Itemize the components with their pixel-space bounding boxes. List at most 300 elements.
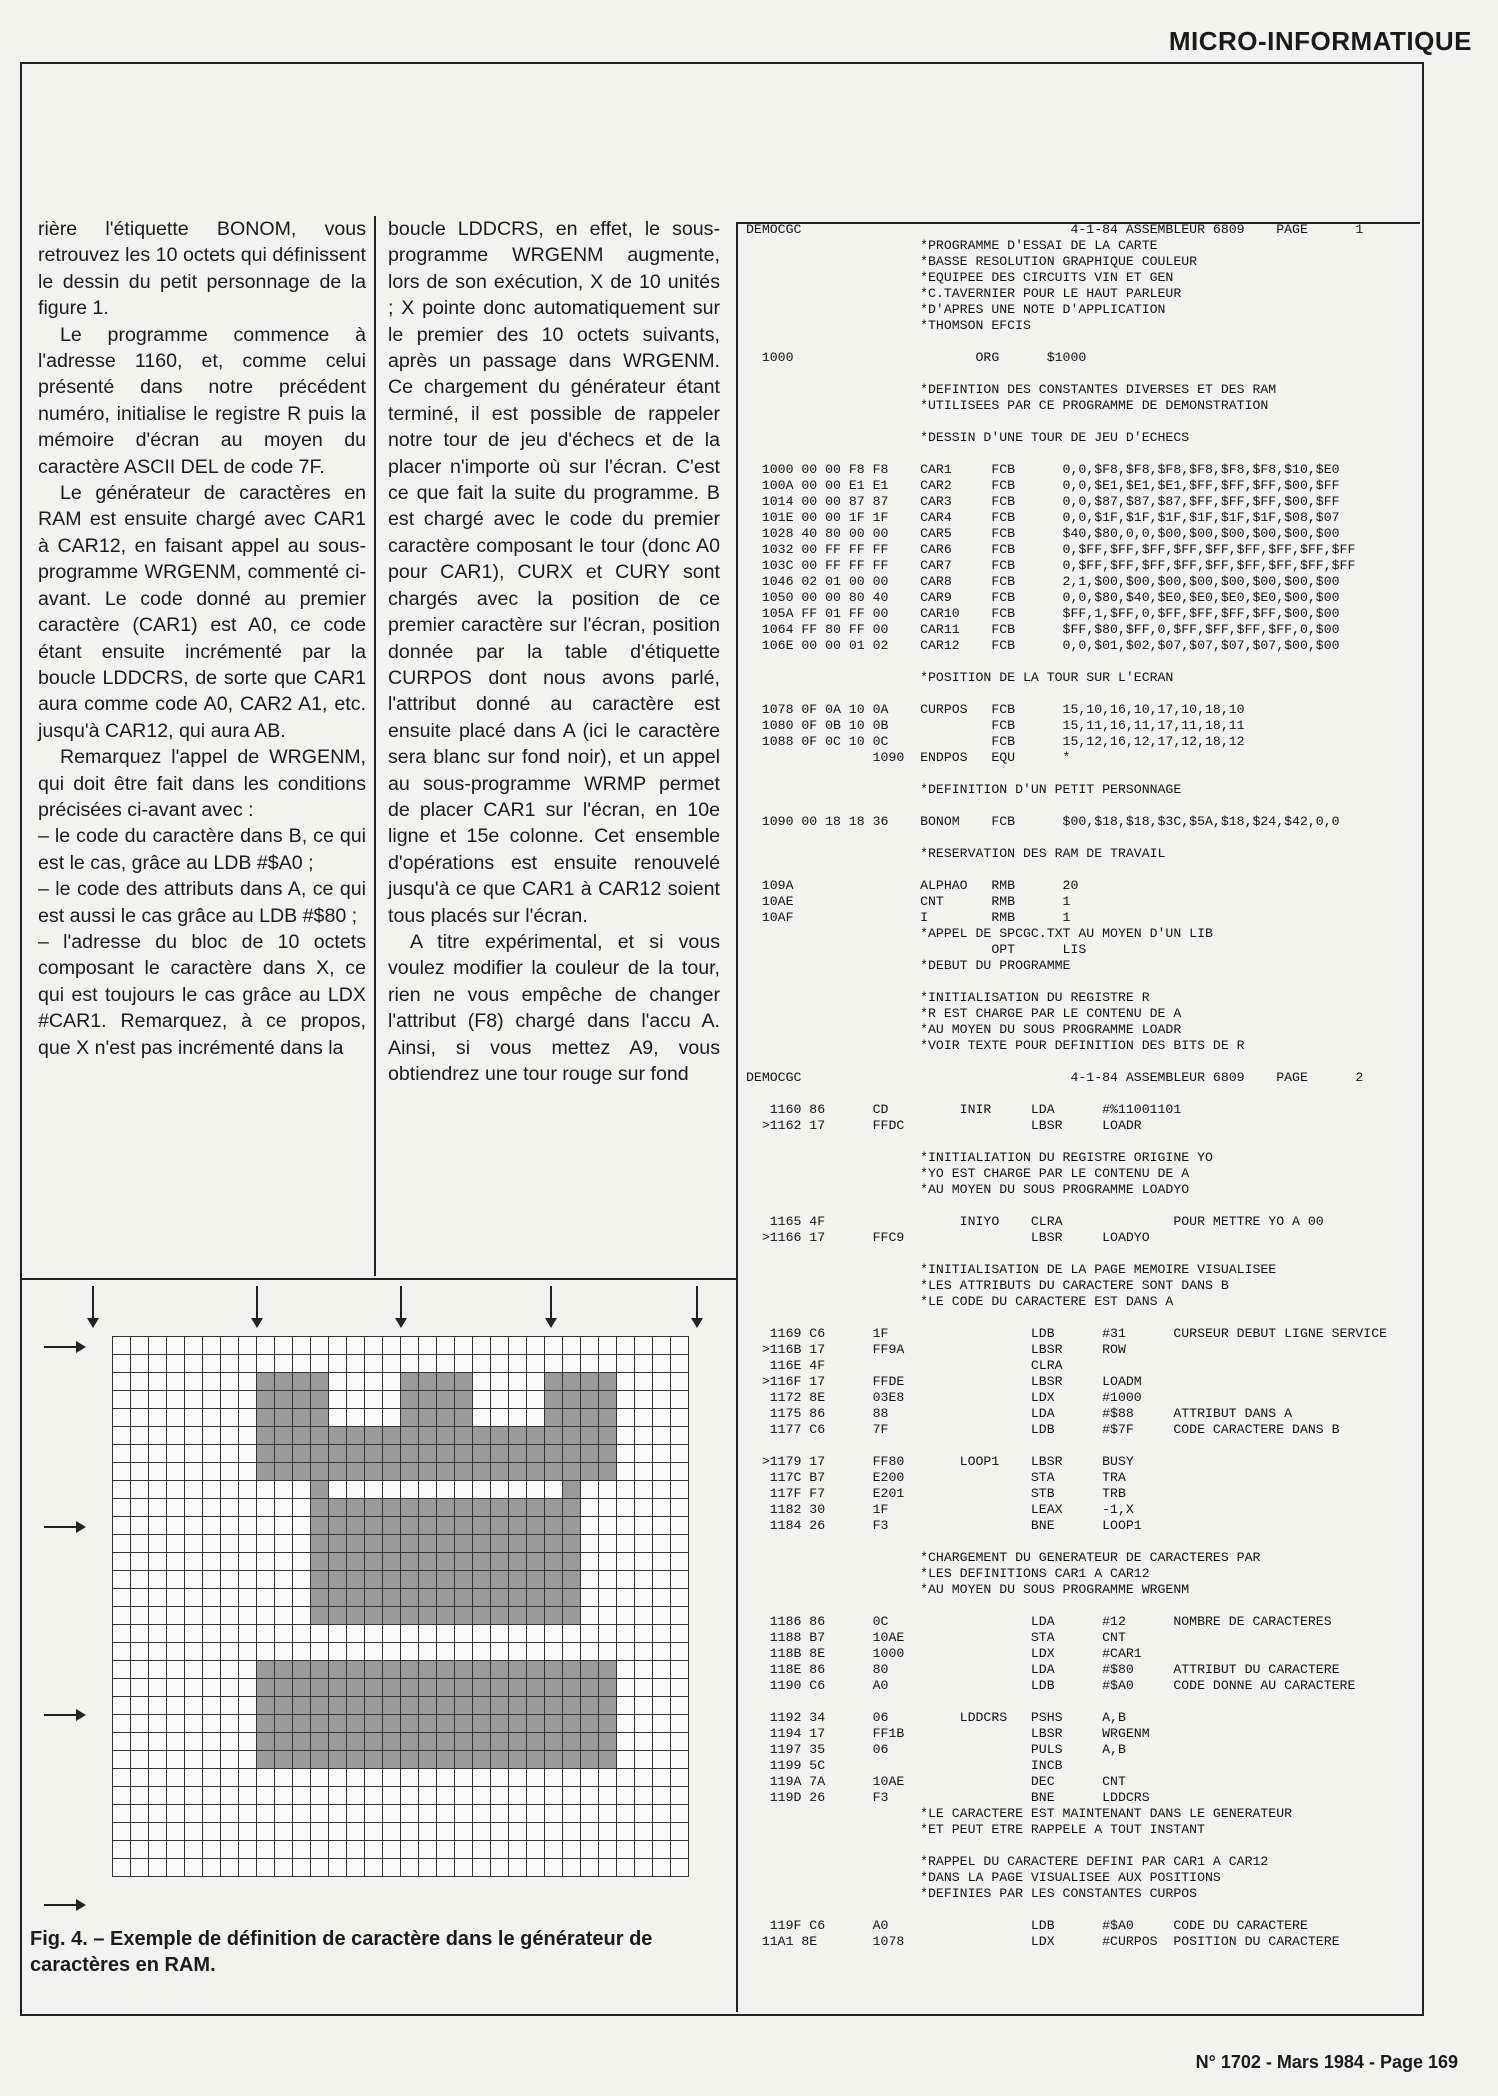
grid-cell-filled [436, 1660, 455, 1679]
grid-cell-filled [562, 1552, 581, 1571]
grid-cell [652, 1516, 671, 1535]
grid-cell-filled [256, 1660, 275, 1679]
grid-cell [634, 1678, 653, 1697]
grid-cell-filled [310, 1714, 329, 1733]
grid-cell [598, 1354, 617, 1373]
grid-cell-filled [274, 1696, 293, 1715]
grid-cell [166, 1840, 185, 1859]
grid-cell [670, 1642, 689, 1661]
grid-cell [112, 1624, 131, 1643]
grid-cell [652, 1354, 671, 1373]
grid-cell [580, 1552, 599, 1571]
grid-cell [238, 1552, 257, 1571]
grid-cell-filled [454, 1498, 473, 1517]
grid-cell-filled [382, 1516, 401, 1535]
grid-cell [256, 1588, 275, 1607]
grid-cell [166, 1714, 185, 1733]
grid-cell [526, 1768, 545, 1787]
grid-cell [364, 1858, 383, 1877]
grid-cell-filled [454, 1696, 473, 1715]
grid-cell-filled [364, 1750, 383, 1769]
listing-line: 1014 00 00 87 87 CAR3 FCB 0,0,$87,$87,$87,$FF,$FF,$FF,$00,$FF [746, 494, 1340, 509]
grid-cell [166, 1480, 185, 1499]
grid-cell [562, 1354, 581, 1373]
grid-cell-filled [580, 1660, 599, 1679]
grid-cell [454, 1624, 473, 1643]
listing-line: 1172 8E 03E8 LDX #1000 [746, 1390, 1142, 1405]
arrow-down-icon [92, 1286, 94, 1326]
grid-cell [418, 1768, 437, 1787]
grid-cell [544, 1480, 563, 1499]
grid-cell-filled [274, 1462, 293, 1481]
grid-cell-filled [364, 1714, 383, 1733]
grid-cell [184, 1840, 203, 1859]
grid-cell [166, 1588, 185, 1607]
grid-cell [112, 1516, 131, 1535]
grid-cell [616, 1570, 635, 1589]
grid-cell [256, 1516, 275, 1535]
grid-cell [112, 1570, 131, 1589]
page-footer: N° 1702 - Mars 1984 - Page 169 [1195, 2052, 1458, 2072]
grid-cell-filled [400, 1516, 419, 1535]
grid-cell [148, 1552, 167, 1571]
grid-cell-filled [598, 1390, 617, 1409]
grid-cell [256, 1768, 275, 1787]
grid-cell [652, 1786, 671, 1805]
grid-cell-filled [544, 1462, 563, 1481]
grid-cell [670, 1462, 689, 1481]
grid-cell [292, 1822, 311, 1841]
listing-line: >1162 17 FFDC LBSR LOADR [746, 1118, 1142, 1133]
grid-cell-filled [562, 1696, 581, 1715]
grid-cell-filled [382, 1534, 401, 1553]
grid-cell [256, 1534, 275, 1553]
grid-cell [112, 1840, 131, 1859]
grid-cell [634, 1534, 653, 1553]
grid-cell [634, 1444, 653, 1463]
listing-line: *THOMSON EFCIS [746, 318, 1031, 333]
grid-cell [256, 1552, 275, 1571]
grid-cell-filled [454, 1426, 473, 1445]
grid-cell [202, 1570, 221, 1589]
grid-cell-filled [328, 1606, 347, 1625]
grid-cell [166, 1552, 185, 1571]
grid-cell [112, 1498, 131, 1517]
grid-cell [454, 1804, 473, 1823]
grid-cell [490, 1786, 509, 1805]
grid-cell [238, 1624, 257, 1643]
grid-cell [634, 1768, 653, 1787]
grid-cell [112, 1714, 131, 1733]
grid-cell-filled [544, 1390, 563, 1409]
grid-cell [202, 1390, 221, 1409]
grid-cell-filled [490, 1462, 509, 1481]
grid-cell [292, 1858, 311, 1877]
grid-cell [130, 1768, 149, 1787]
grid-cell [148, 1714, 167, 1733]
grid-cell-filled [310, 1678, 329, 1697]
grid-cell-filled [598, 1426, 617, 1445]
paragraph: A titre expérimental, et si vous voulez modifier la couleur de la tour, rien ne vous empêche de changer l'attribut (F8) chargé dans l'accu A. Ainsi, si vous mettez A9, vous obtiendrez une tour rouge sur fond [388, 930, 720, 1085]
grid-cell-filled [382, 1696, 401, 1715]
grid-cell-filled [364, 1606, 383, 1625]
grid-cell-filled [418, 1372, 437, 1391]
grid-cell [508, 1354, 527, 1373]
grid-cell [634, 1516, 653, 1535]
grid-cell [130, 1336, 149, 1355]
grid-cell [256, 1858, 275, 1877]
grid-cell [652, 1822, 671, 1841]
grid-cell [220, 1786, 239, 1805]
grid-cell [400, 1804, 419, 1823]
grid-cell [616, 1624, 635, 1643]
grid-cell [508, 1858, 527, 1877]
grid-cell-filled [562, 1660, 581, 1679]
grid-cell-filled [562, 1390, 581, 1409]
listing-line: 106E 00 00 01 02 CAR12 FCB 0,0,$01,$02,$07,$07,$07,$07,$00,$00 [746, 638, 1340, 653]
grid-cell [508, 1372, 527, 1391]
grid-cell [472, 1786, 491, 1805]
listing-line: >1179 17 FF80 LOOP1 LBSR BUSY [746, 1454, 1134, 1469]
grid-cell [472, 1822, 491, 1841]
grid-cell [148, 1390, 167, 1409]
grid-cell [382, 1408, 401, 1427]
grid-cell [508, 1624, 527, 1643]
grid-cell [598, 1498, 617, 1517]
grid-cell-filled [364, 1462, 383, 1481]
grid-cell-filled [580, 1444, 599, 1463]
grid-cell-filled [400, 1696, 419, 1715]
grid-cell-filled [328, 1678, 347, 1697]
grid-cell [580, 1534, 599, 1553]
grid-cell-filled [346, 1750, 365, 1769]
grid-cell [238, 1696, 257, 1715]
grid-cell [184, 1732, 203, 1751]
grid-cell-filled [346, 1660, 365, 1679]
grid-cell [616, 1552, 635, 1571]
grid-cell-filled [328, 1588, 347, 1607]
grid-cell [238, 1516, 257, 1535]
grid-cell [598, 1606, 617, 1625]
grid-cell-filled [490, 1570, 509, 1589]
grid-cell [112, 1768, 131, 1787]
grid-cell [364, 1480, 383, 1499]
paragraph: Remarquez l'appel de WRGENM, qui doit être fait dans les conditions précisées ci-avant avec : [38, 746, 366, 821]
grid-cell-filled [544, 1732, 563, 1751]
grid-cell [652, 1552, 671, 1571]
grid-cell-filled [544, 1696, 563, 1715]
grid-cell [634, 1822, 653, 1841]
grid-cell [202, 1696, 221, 1715]
grid-cell [130, 1804, 149, 1823]
listing-line: 1000 00 00 F8 F8 CAR1 FCB 0,0,$F8,$F8,$F8,$F8,$F8,$F8,$10,$E0 [746, 462, 1340, 477]
grid-cell [166, 1336, 185, 1355]
grid-cell-filled [310, 1660, 329, 1679]
grid-cell [130, 1534, 149, 1553]
listing-line: 1078 0F 0A 10 0A CURPOS FCB 15,10,16,10,17,10,18,10 [746, 702, 1245, 717]
grid-cell [616, 1588, 635, 1607]
grid-cell [598, 1516, 617, 1535]
arrow-down-icon [256, 1286, 258, 1326]
grid-cell-filled [544, 1426, 563, 1445]
grid-cell [652, 1588, 671, 1607]
grid-cell [238, 1660, 257, 1679]
grid-cell-filled [346, 1570, 365, 1589]
grid-cell-filled [436, 1732, 455, 1751]
listing-line: 118B 8E 1000 LDX #CAR1 [746, 1646, 1142, 1661]
grid-cell [256, 1570, 275, 1589]
grid-cell-filled [526, 1426, 545, 1445]
grid-cell [202, 1786, 221, 1805]
listing-line: *LES ATTRIBUTS DU CARACTERE SONT DANS B [746, 1278, 1229, 1293]
grid-cell-filled [490, 1660, 509, 1679]
grid-cell [634, 1498, 653, 1517]
grid-cell-filled [256, 1678, 275, 1697]
grid-cell [202, 1714, 221, 1733]
grid-cell-filled [310, 1750, 329, 1769]
grid-cell [148, 1444, 167, 1463]
grid-cell-filled [472, 1606, 491, 1625]
grid-cell [166, 1750, 185, 1769]
grid-cell [166, 1606, 185, 1625]
grid-cell [148, 1822, 167, 1841]
grid-cell-filled [310, 1516, 329, 1535]
grid-cell [670, 1732, 689, 1751]
paragraph: boucle LDDCRS, en effet, le sous-programme WRGENM augmente, lors de son exécution, X de 10 unités ; X pointe donc automatiquement sur le premier des 10 octets suivants, après un passage dans WRGENM. Ce chargement du générateur étant terminé, il est possible de rappeler notre tour de jeu d'échecs et de la placer n'importe où sur l'écran. C'est ce que fait la suite du programme. B est chargé avec le code du premier caractère composant le tour (donc A0 pour CAR1), CURX et CURY sont chargés avec la position de ce premier caractère sur l'écran, position donnée par la table d'étiquette CURPOS dont nous avons parlé, l'attribut donné au caractère est ensuite placé dans A (ici le caractère sera blanc sur fond noir), et un appel au sous-programme WRMP permet de placer CAR1 sur l'écran, en 10e ligne et 15e colonne. Cet ensemble d'opérations est ensuite renouvelé jusqu'à ce que CAR1 à CAR12 soient tous placés sur l'écran. [388, 218, 720, 927]
grid-cell [220, 1750, 239, 1769]
grid-cell [202, 1768, 221, 1787]
grid-cell [130, 1678, 149, 1697]
grid-cell [202, 1498, 221, 1517]
grid-cell [670, 1534, 689, 1553]
grid-cell [238, 1480, 257, 1499]
grid-cell-filled [400, 1588, 419, 1607]
listing-line: 119A 7A 10AE DEC CNT [746, 1774, 1126, 1789]
grid-cell-filled [526, 1552, 545, 1571]
grid-cell [220, 1804, 239, 1823]
grid-cell [310, 1624, 329, 1643]
grid-cell-filled [328, 1660, 347, 1679]
grid-cell [256, 1354, 275, 1373]
grid-cell [346, 1354, 365, 1373]
grid-cell [292, 1768, 311, 1787]
grid-cell [562, 1642, 581, 1661]
grid-cell [652, 1336, 671, 1355]
grid-cell [652, 1480, 671, 1499]
grid-cell-filled [292, 1426, 311, 1445]
grid-cell [454, 1786, 473, 1805]
grid-cell-filled [598, 1660, 617, 1679]
grid-cell-filled [436, 1408, 455, 1427]
grid-cell [634, 1588, 653, 1607]
grid-cell [112, 1750, 131, 1769]
grid-cell [256, 1786, 275, 1805]
listing-line: 109A ALPHAO RMB 20 [746, 878, 1079, 893]
grid-cell [202, 1336, 221, 1355]
grid-cell [256, 1822, 275, 1841]
grid-cell [292, 1516, 311, 1535]
grid-cell [670, 1786, 689, 1805]
grid-cell [616, 1750, 635, 1769]
grid-cell-filled [472, 1732, 491, 1751]
grid-cell [634, 1570, 653, 1589]
arrow-right-icon [44, 1714, 84, 1716]
grid-cell [472, 1642, 491, 1661]
grid-cell [238, 1390, 257, 1409]
grid-cell-filled [292, 1444, 311, 1463]
grid-cell [634, 1372, 653, 1391]
grid-cell [130, 1498, 149, 1517]
grid-cell-filled [526, 1462, 545, 1481]
listing-line: OPT LIS [746, 942, 1087, 957]
grid-cell [382, 1786, 401, 1805]
grid-cell-filled [472, 1660, 491, 1679]
grid-cell [166, 1696, 185, 1715]
grid-cell [652, 1732, 671, 1751]
grid-cell [634, 1606, 653, 1625]
grid-cell [292, 1804, 311, 1823]
grid-cell-filled [598, 1462, 617, 1481]
grid-cell [148, 1372, 167, 1391]
grid-cell [310, 1642, 329, 1661]
listing-line: 119F C6 A0 LDB #$A0 CODE DU CARACTERE [746, 1918, 1308, 1933]
grid-cell [670, 1570, 689, 1589]
grid-cell [436, 1768, 455, 1787]
grid-cell [112, 1444, 131, 1463]
grid-cell [652, 1462, 671, 1481]
grid-cell [670, 1660, 689, 1679]
grid-cell [184, 1444, 203, 1463]
grid-cell-filled [544, 1444, 563, 1463]
grid-cell [238, 1498, 257, 1517]
grid-cell [598, 1642, 617, 1661]
grid-cell [130, 1552, 149, 1571]
grid-cell-filled [274, 1372, 293, 1391]
grid-cell-filled [454, 1678, 473, 1697]
grid-cell [616, 1858, 635, 1877]
grid-cell [634, 1840, 653, 1859]
grid-cell-filled [400, 1678, 419, 1697]
grid-cell [346, 1624, 365, 1643]
grid-cell-filled [310, 1408, 329, 1427]
grid-cell-filled [598, 1408, 617, 1427]
grid-cell-filled [400, 1552, 419, 1571]
grid-cell-filled [382, 1498, 401, 1517]
grid-cell [184, 1390, 203, 1409]
grid-cell-filled [562, 1516, 581, 1535]
grid-cell-filled [256, 1426, 275, 1445]
grid-cell [166, 1534, 185, 1553]
grid-cell-filled [328, 1714, 347, 1733]
grid-cell-filled [508, 1750, 527, 1769]
grid-cell-filled [454, 1372, 473, 1391]
grid-cell-filled [526, 1696, 545, 1715]
grid-cell-filled [274, 1660, 293, 1679]
grid-cell [526, 1624, 545, 1643]
grid-cell [436, 1822, 455, 1841]
grid-cell [328, 1804, 347, 1823]
grid-cell [292, 1552, 311, 1571]
listing-line: *RESERVATION DES RAM DE TRAVAIL [746, 846, 1166, 861]
grid-cell [274, 1336, 293, 1355]
grid-cell-filled [562, 1498, 581, 1517]
grid-cell [598, 1804, 617, 1823]
grid-cell-filled [328, 1534, 347, 1553]
grid-cell-filled [454, 1408, 473, 1427]
grid-cell-filled [580, 1678, 599, 1697]
grid-cell [418, 1642, 437, 1661]
grid-cell-filled [490, 1426, 509, 1445]
grid-cell-filled [256, 1732, 275, 1751]
grid-cell-filled [400, 1660, 419, 1679]
listing-line: *LE CARACTERE EST MAINTENANT DANS LE GENERATEUR [746, 1806, 1293, 1821]
grid-cell [148, 1498, 167, 1517]
grid-cell [418, 1336, 437, 1355]
grid-cell [112, 1480, 131, 1499]
grid-cell-filled [274, 1732, 293, 1751]
grid-cell [580, 1786, 599, 1805]
grid-cell-filled [454, 1660, 473, 1679]
grid-cell [202, 1642, 221, 1661]
grid-cell [652, 1768, 671, 1787]
grid-cell [670, 1498, 689, 1517]
listing-line: *ET PEUT ETRE RAPPELE A TOUT INSTANT [746, 1822, 1205, 1837]
grid-cell-filled [418, 1714, 437, 1733]
grid-cell [184, 1516, 203, 1535]
listing-line: 11A1 8E 1078 LDX #CURPOS POSITION DU CARACTERE [746, 1934, 1340, 1949]
grid-cell [148, 1660, 167, 1679]
grid-cell [238, 1462, 257, 1481]
grid-cell [670, 1372, 689, 1391]
grid-cell-filled [490, 1732, 509, 1751]
grid-cell [418, 1480, 437, 1499]
grid-cell [220, 1696, 239, 1715]
grid-cell-filled [526, 1732, 545, 1751]
grid-cell [382, 1354, 401, 1373]
grid-cell [598, 1822, 617, 1841]
grid-cell [472, 1408, 491, 1427]
listing-line: 1182 30 1F LEAX -1,X [746, 1502, 1134, 1517]
grid-cell [382, 1390, 401, 1409]
grid-cell-filled [382, 1732, 401, 1751]
grid-cell [616, 1354, 635, 1373]
grid-cell [328, 1390, 347, 1409]
grid-cell-filled [310, 1498, 329, 1517]
grid-cell [256, 1336, 275, 1355]
grid-cell [670, 1714, 689, 1733]
grid-cell [670, 1426, 689, 1445]
grid-cell [292, 1624, 311, 1643]
grid-cell [130, 1444, 149, 1463]
grid-cell [238, 1588, 257, 1607]
grid-cell-filled [418, 1426, 437, 1445]
grid-cell [454, 1840, 473, 1859]
grid-cell-filled [292, 1696, 311, 1715]
grid-cell [616, 1606, 635, 1625]
listing-line: 103C 00 FF FF FF CAR7 FCB 0,$FF,$FF,$FF,$FF,$FF,$FF,$FF,$FF,$FF [746, 558, 1356, 573]
grid-cell [148, 1606, 167, 1625]
grid-cell [616, 1768, 635, 1787]
figure-caption: Fig. 4. – Exemple de définition de caractère dans le générateur de caractères en RAM. [30, 1928, 653, 1976]
grid-cell [184, 1660, 203, 1679]
grid-cell [526, 1390, 545, 1409]
grid-cell-filled [328, 1696, 347, 1715]
grid-cell-filled [580, 1462, 599, 1481]
grid-cell [472, 1768, 491, 1787]
grid-cell [292, 1570, 311, 1589]
grid-cell-filled [418, 1696, 437, 1715]
grid-cell [112, 1588, 131, 1607]
